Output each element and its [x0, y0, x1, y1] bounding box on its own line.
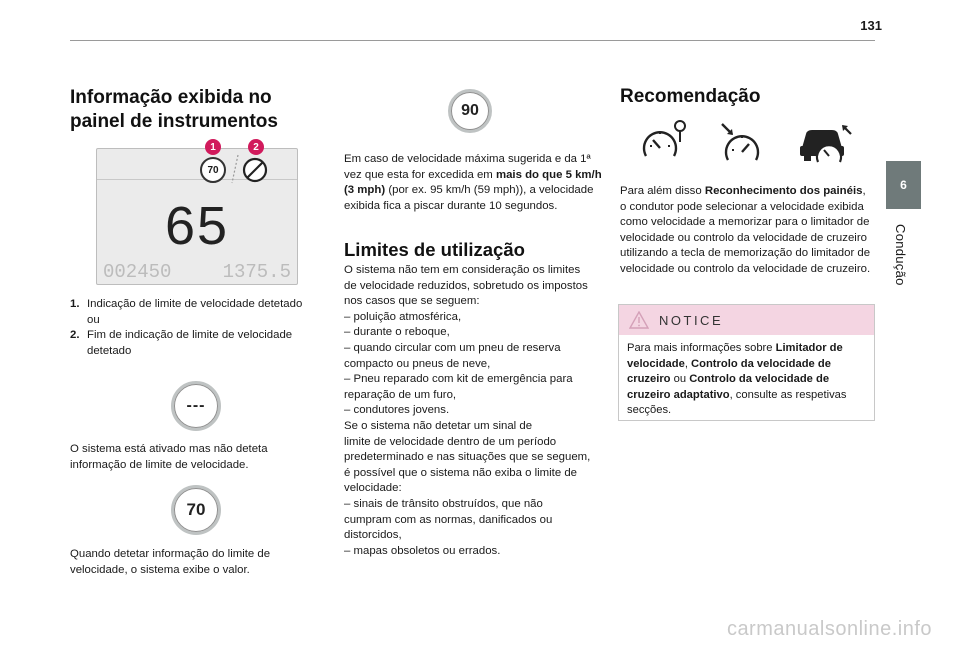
bold-text: mais do que 5 km/h (3 mph)	[344, 168, 602, 197]
speedometer-pin-icon	[640, 118, 690, 164]
item-text: Fim de indicação de limite de velocidade detetado	[87, 329, 293, 357]
line: velocidade:	[344, 482, 402, 495]
line: distorcidos,	[344, 529, 402, 542]
text: Para mais informações sobre	[627, 342, 773, 354]
bold-text: Reconhecimento dos painéis	[704, 185, 863, 197]
line: nos casos que se seguem:	[344, 295, 480, 308]
limits-heading: Limites de utilização	[344, 239, 525, 260]
text: ,	[684, 357, 688, 370]
item-text: ou	[87, 313, 100, 326]
no-info-sign-icon	[171, 381, 221, 431]
col1-heading	[70, 86, 320, 134]
list-item	[70, 297, 320, 313]
line: – condutores jovens.	[344, 404, 450, 417]
item-number: 1.	[70, 298, 80, 310]
speed-limit-sign: 70	[200, 157, 226, 183]
line: – quando circular com um pneu de reserva	[344, 341, 561, 354]
detect-paragraph: Quando detetar informação do limite de velocidade, o sistema exibe o valor.	[70, 548, 271, 576]
line: compacto ou pneus de neve,	[344, 357, 491, 370]
cluster-odometer: 002450	[103, 261, 172, 283]
warning-icon	[629, 311, 649, 329]
line: – Pneu reparado com kit de emergência para	[344, 373, 573, 386]
heading-line1: Informação exibida no	[70, 87, 272, 108]
list-item	[70, 328, 320, 359]
cluster-legend	[70, 297, 320, 359]
chapter-title: Condução	[893, 224, 908, 286]
inactive-paragraph: O sistema está ativado mas não deteta informação de limite de velocidade.	[70, 443, 268, 471]
line: reparação de um furo,	[344, 388, 457, 401]
icon-70-text: 70	[174, 488, 218, 532]
text: (por ex. 95 km/h (59 mph)), a velocidade exibida fica a piscar durante 10 segundos.	[344, 184, 594, 212]
bold-text: Controlo da velocidade de cruzeiro adaptativo	[627, 373, 830, 401]
instrument-cluster	[96, 148, 298, 285]
dash-text: ---	[174, 384, 218, 428]
bold-text: Limitador de velocidade	[627, 342, 843, 370]
text: Para além disso	[620, 185, 702, 197]
line: é possível que o sistema não exiba o limite de	[344, 466, 578, 479]
recommendation-paragraph	[620, 184, 875, 278]
notice-title: NOTICE	[659, 312, 724, 328]
recommendation-heading: Recomendação	[620, 86, 761, 107]
list-item	[70, 313, 320, 329]
exceed-paragraph	[344, 152, 606, 214]
icon-90-text: 90	[451, 92, 489, 130]
cluster-speed: 65	[164, 196, 230, 256]
line: – poluição atmosférica,	[344, 310, 462, 323]
footer-watermark: carmanualsonline.info	[726, 618, 932, 640]
line: predeterminado e nas situações que se seguem,	[344, 451, 591, 464]
notice-body	[619, 335, 874, 425]
page-number: 131	[860, 18, 882, 33]
speedometer-arrow-icon	[718, 120, 768, 166]
notice-box	[618, 304, 875, 421]
chapter-tab[interactable]: 6	[886, 161, 921, 209]
line: limite de velocidade dentro de um período	[344, 435, 557, 448]
line: O sistema não tem em consideração os limites	[344, 264, 581, 276]
bold-text: Controlo da velocidade de cruzeiro	[627, 357, 831, 386]
limits-body	[344, 263, 606, 559]
text: , consulte as respetivas secções.	[627, 388, 847, 417]
end-limit-icon	[241, 156, 269, 184]
line: – mapas obsoletos ou errados.	[344, 544, 501, 557]
line: – durante o reboque,	[344, 326, 450, 339]
slash-divider	[230, 153, 240, 185]
line: de velocidade reduzidos, sobretudo os impostos	[344, 279, 588, 292]
top-rule	[70, 40, 875, 41]
cluster-trip: 1375.5	[222, 261, 291, 283]
speed-90-sign-icon	[448, 89, 492, 133]
speed-70-sign-icon	[171, 485, 221, 535]
marker-2: 2	[248, 139, 264, 155]
text: Em caso de velocidade máxima sugerida e da 1ª vez que esta for excedida em	[344, 153, 591, 181]
heading-line2: painel de instrumentos	[70, 111, 278, 132]
line: Se o sistema não detetar um sinal de	[344, 419, 533, 432]
marker-1: 1	[205, 139, 221, 155]
car-speedometer-icon	[798, 120, 854, 166]
text: , o condutor pode selecionar a velocidade exibida como velocidade a memorizar para o limitador de velocidade ou controlo da velocidade de cruzeiro utilizando a tecla de memorização do limitador de velocidade ou controlo da velocidade de cruzeiro.	[620, 185, 871, 275]
notice-header	[619, 305, 874, 335]
item-number: 2.	[70, 329, 80, 342]
text: ou	[673, 373, 687, 386]
line: – sinais de trânsito obstruídos, que não	[344, 497, 543, 510]
line: cumpram com as normas, danificados ou	[344, 513, 553, 526]
item-text: Indicação de limite de velocidade detetado	[87, 298, 303, 310]
